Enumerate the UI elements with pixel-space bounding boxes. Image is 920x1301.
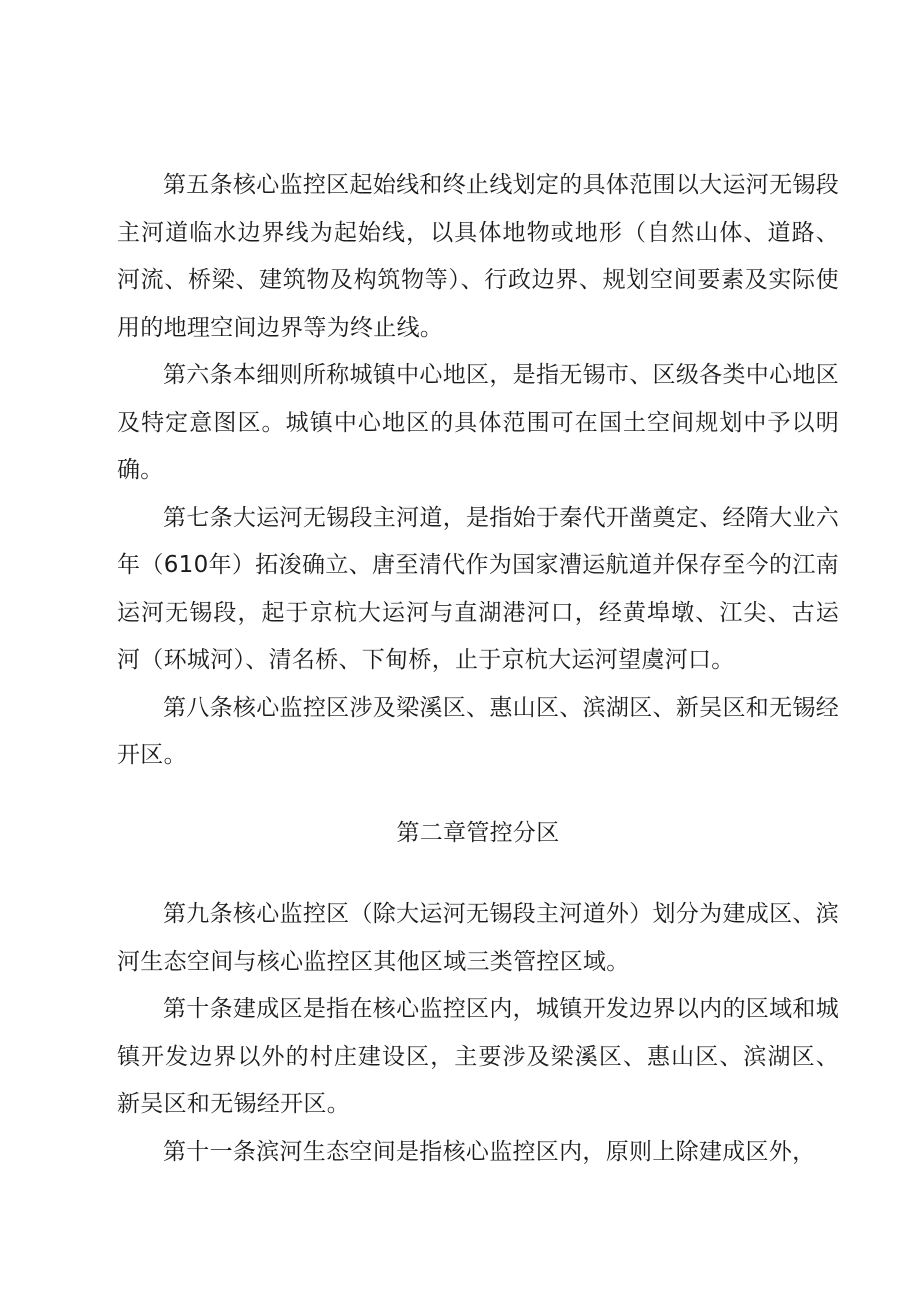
article-10: 第十条建成区是指在核心监控区内，城镇开发边界以内的区域和城镇开发边界以外的村庄建设区，主要涉及梁溪区、惠山区、滨湖区、新吴区和无锡经开区。 bbox=[117, 996, 839, 1117]
document-body bbox=[117, 162, 839, 1176]
chapter-title: 第二章管控分区 bbox=[396, 819, 560, 846]
article-5: 第五条核心监控区起始线和终止线划定的具体范围以大运河无锡段主河道临水边界线为起始线，以具体地物或地形（自然山体、道路、河流、桥梁、建筑物及构筑物等）、行政边界、规划空间要素及实际使用的地理空间边界等为终止线。 bbox=[117, 172, 839, 341]
article-8: 第八条核心监控区涉及梁溪区、惠山区、滨湖区、新吴区和无锡经开区。 bbox=[117, 694, 839, 768]
article-6: 第六条本细则所称城镇中心地区，是指无锡市、区级各类中心地区及特定意图区。城镇中心地区的具体范围可在国土空间规划中予以明确。 bbox=[117, 362, 839, 483]
article-11: 第十一条滨河生态空间是指核心监控区内，原则上除建成区外， bbox=[163, 1138, 816, 1165]
article-7: 第七条大运河无锡段主河道，是指始于秦代开凿奠定、经隋大业六年（610年）拓浚确立、唐至清代作为国家漕运航道并保存至今的江南运河无锡段，起于京杭大运河与直湖港河口，经黄埠墩、江尖、古运河（环城河）、清名桥、下甸桥，止于京杭大运河望虞河口。 bbox=[117, 504, 839, 673]
article-9: 第九条核心监控区（除大运河无锡段主河道外）划分为建成区、滨河生态空间与核心监控区其他区域三类管控区域。 bbox=[117, 901, 839, 975]
spacer bbox=[117, 857, 839, 891]
spacer bbox=[117, 780, 839, 810]
